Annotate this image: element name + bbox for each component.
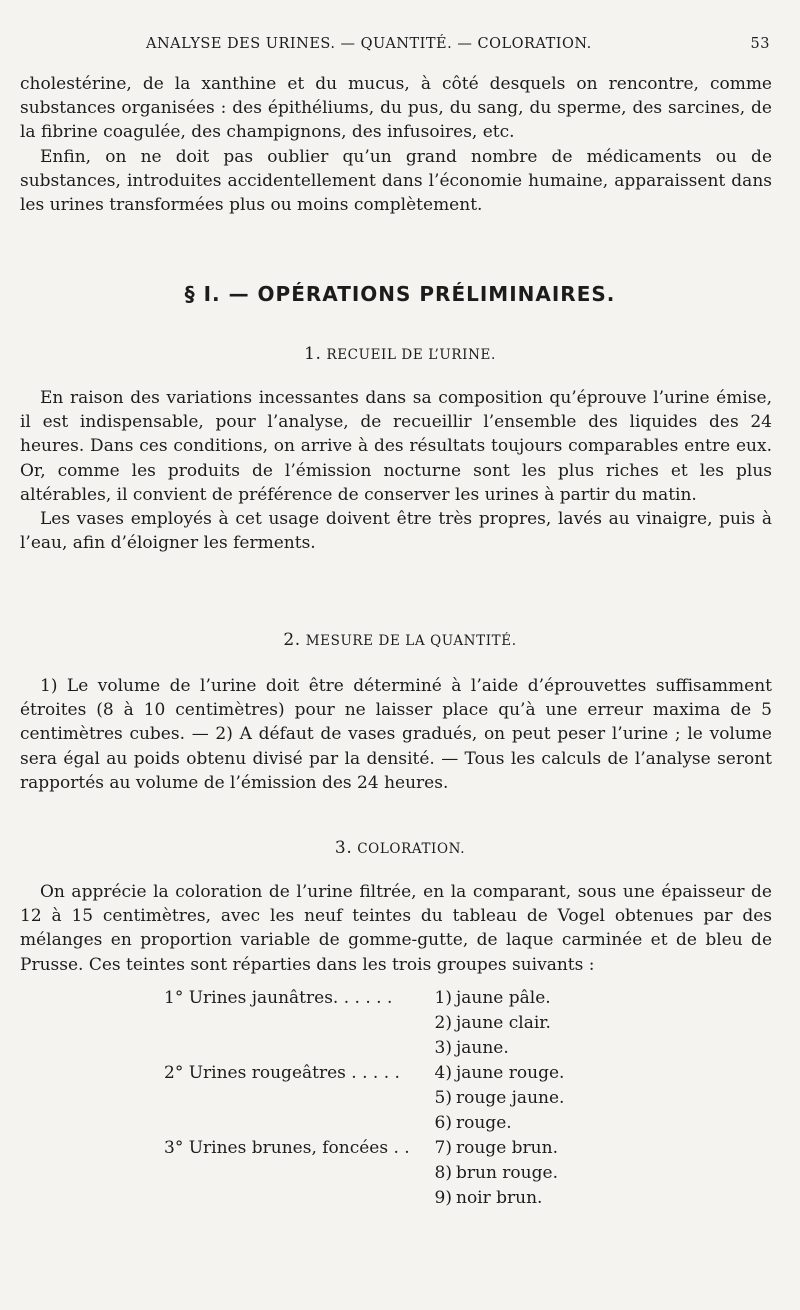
tint-number: 9) [434,1188,452,1208]
page-number: 53 [750,36,770,52]
intro-paragraph-2: Enfin, on ne doit pas oublier qu’un grand nombre de médicaments ou de substances, introduites accidentellement dans l’économie humaine, apparaissent dans les urines transformées plus ou moins complètement. [20,146,772,216]
tint-number: 7) [434,1138,452,1158]
tint-name: rouge jaune. [456,1088,565,1108]
tint-name: rouge. [456,1113,512,1133]
recueil-paragraph-1: En raison des variations incessantes dans sa composition qu’éprouve l’urine émise, il est indispensable, pour l’analyse, de recueillir l’ensemble des liquides des 24 heures. Dans ces conditions, on arrive à des résultats toujours comparables entre eux. Or, comme les produits de l’émission nocturne sont les plus riches et les plus altérables, il convient de préférence de conserver les urines à partir du matin. [20,388,772,505]
subsection-heading-coloration [20,838,780,858]
recueil-paragraph-2: Les vases employés à cet usage doivent être très propres, lavés au vinaigre, puis à l’eau, afin d’éloigner les ferments. [20,509,772,554]
coloration-block [20,880,772,977]
tint-number: 8) [434,1163,452,1183]
intro-paragraph-1: cholestérine, de la xanthine et du mucus, à côté desquels on rencontre, comme substances organisées : des épithéliums, du pus, du sang, du sperme, des sarcines, de la fibrine coagulée, des champignons, des infusoires, etc. [20,74,772,143]
tint-name: brun rouge. [456,1163,558,1183]
tint-number: 2) [434,1013,452,1033]
tint-number: 1) [434,988,452,1008]
tint-name: rouge brun. [456,1138,558,1158]
subsection-title: MESURE DE LA QUANTITÉ. [305,633,517,649]
tint-name: jaune clair. [456,1013,551,1033]
tint-number: 5) [434,1088,452,1108]
subsection-number: 1. [304,344,322,364]
subsection-title: COLORATION. [357,841,466,857]
subsection-heading-recueil [20,344,780,364]
running-head-title: ANALYSE DES URINES. — QUANTITÉ. — COLORATION. [146,36,592,52]
mesure-paragraph-1: 1) Le volume de l’urine doit être déterminé à l’aide d’éprouvettes suffisamment étroites (8 à 10 centimètres) pour ne laisser place qu’à une erreur maxima de 5 centimètres cubes. — 2) A défaut de vases gradués, on peut peser l’urine ; le volume sera égal au poids obtenu divisé par la densité. — Tous les calculs de l’analyse seront rapportés au volume de l’émission des 24 heures. [20,676,772,793]
tint-name: noir brun. [456,1188,543,1208]
tint-group-label: 2° Urines rougeâtres . . . . . [164,1063,400,1083]
tint-number: 6) [434,1113,452,1133]
subsection-title: RECUEIL DE L’URINE. [326,347,496,363]
subsection-heading-mesure [20,630,780,650]
book-page [20,0,780,1310]
subsection-number: 3. [334,838,353,858]
tint-name: jaune. [456,1038,509,1058]
tint-number: 3) [434,1038,452,1058]
recueil-block [20,386,772,555]
subsection-number: 2. [283,630,301,650]
tint-number: 4) [434,1063,452,1083]
section-title: § I. — OPÉRATIONS PRÉLIMINAIRES. [184,282,616,306]
coloration-paragraph-1: On apprécie la coloration de l’urine filtrée, en la comparant, sous une épaisseur de 12 à 15 centimètres, avec les neuf teintes du tableau de Vogel obtenues par des mélanges en proportion variable de gomme-gutte, de laque carminée et de bleu de Prusse. Ces teintes sont réparties dans les trois groupes suivants : [20,882,772,975]
tint-group-label: 1° Urines jaunâtres. . . . . . [164,988,393,1008]
tint-name: jaune pâle. [456,988,551,1008]
intro-block [20,72,772,217]
mesure-block [20,674,772,795]
tint-group-label: 3° Urines brunes, foncées . . [164,1138,410,1158]
tint-name: jaune rouge. [456,1063,565,1083]
